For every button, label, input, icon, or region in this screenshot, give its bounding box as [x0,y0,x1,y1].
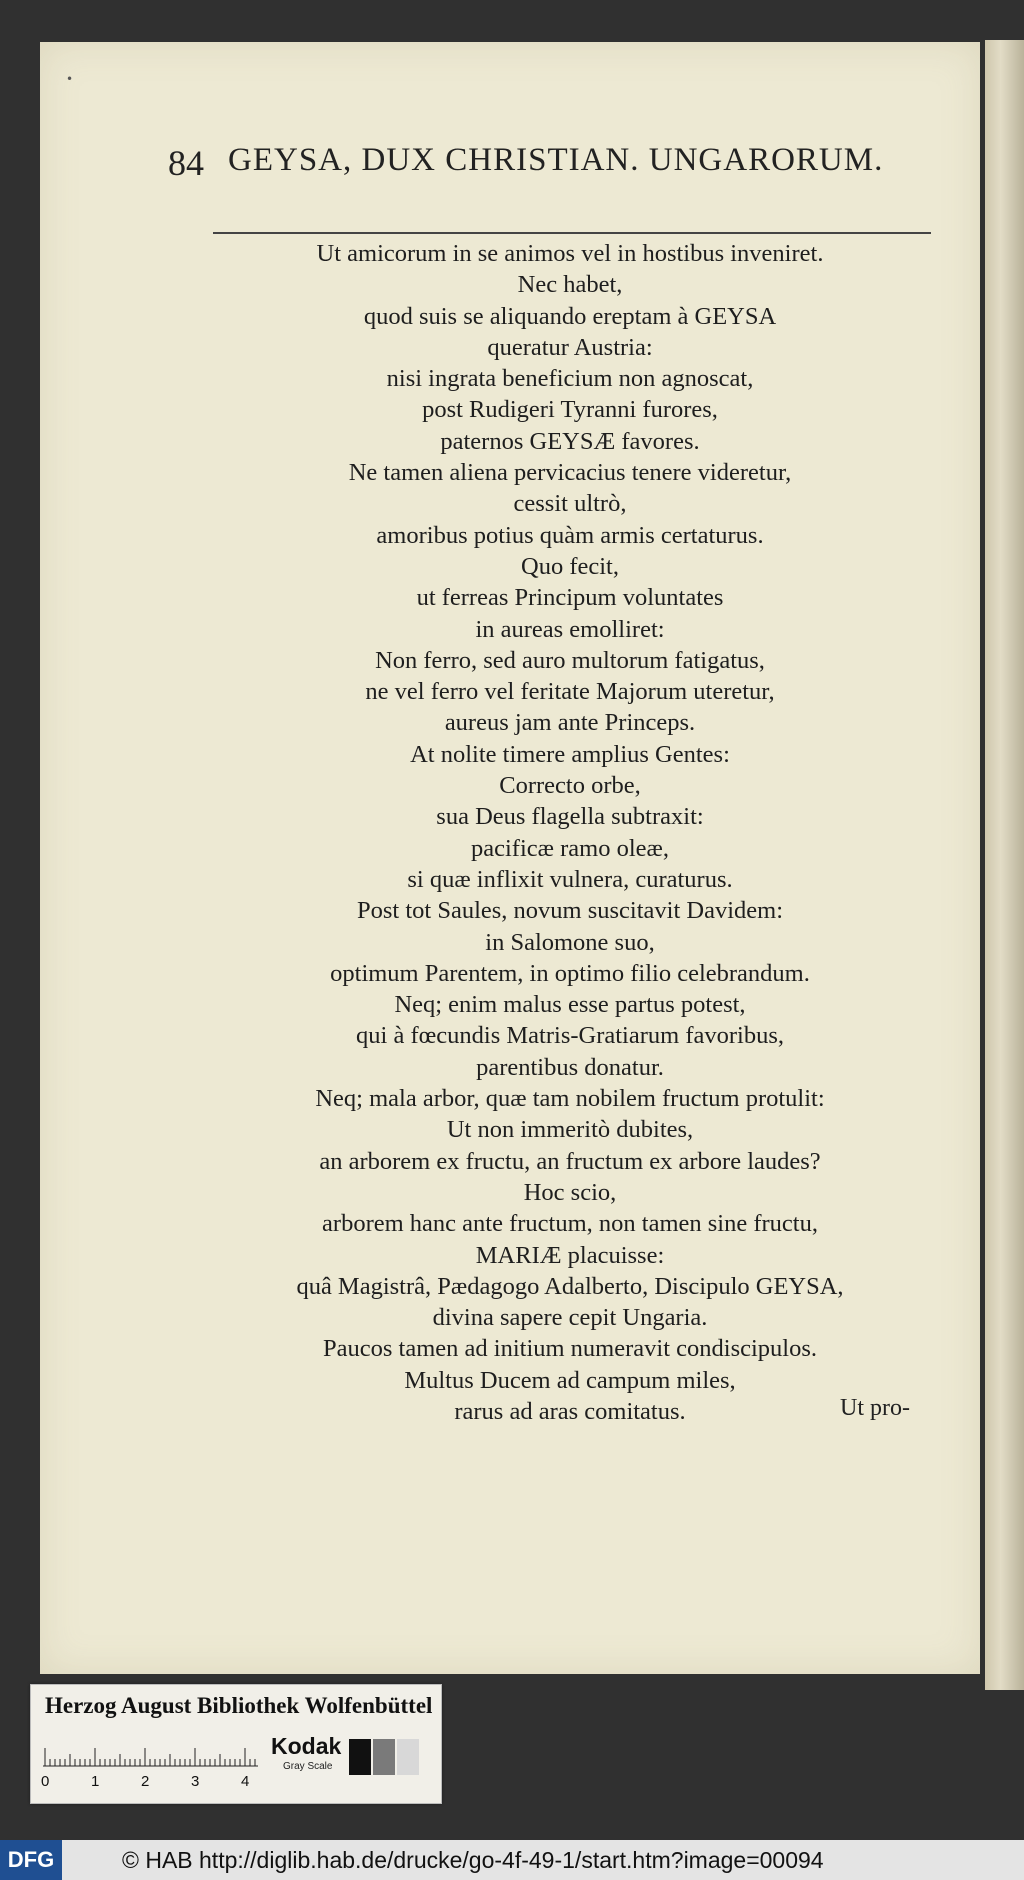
text-line: Ut amicorum in se animos vel in hostibus inveniret. [316,240,824,267]
running-title: GEYSA, DUX CHRISTIAN. UNGARORUM. [228,142,884,178]
ruler-number: 2 [141,1773,150,1790]
text-line: paternos GEYSÆ favores. [440,427,700,455]
gray-swatch [397,1739,419,1775]
ruler-number: 3 [191,1773,200,1790]
text-line: Quo fecit, [521,552,619,580]
text-line: Post tot Saules, novum suscitavit Davidem: [356,897,783,925]
text-line: amoribus potius quàm armis certaturus. [376,521,764,549]
centimeter-ruler [43,1739,263,1767]
text-line: MARIÆ placuisse: [475,1241,665,1269]
text-line: Paucos tamen ad initium numeravit condiscipulos. [323,1335,817,1363]
text-line: nisi ingrata beneficium non agnoscat, [386,365,754,393]
kodak-logo: Kodak [271,1733,342,1759]
text-line: Neq; enim malus esse partus potest, [394,991,746,1019]
page-number: 84 [168,143,204,183]
catchword: Ut pro- [840,1395,910,1421]
page-body-text [140,238,1000,1427]
text-line: Correcto orbe, [499,772,641,800]
text-line: qui à fœcundis Matris-Gratiarum favoribus, [356,1022,784,1050]
text-line: rarus ad aras comitatus. [454,1397,686,1425]
text-line: At nolite timere amplius Gentes: [410,740,730,768]
ruler-number: 1 [91,1773,100,1790]
text-line: an arborem ex fructu, an fructum ex arbore laudes? [319,1147,821,1175]
gray-swatch [349,1739,371,1775]
text-line: post Rudigeri Tyranni furores, [422,396,718,424]
page-speck: • [66,72,74,86]
text-line: optimum Parentem, in optimo filio celebrandum. [330,959,810,987]
text-line: Ne tamen aliena pervicacius tenere videretur, [348,459,792,487]
text-line: Non ferro, sed auro multorum fatigatus, [375,646,765,674]
text-line: arborem hanc ante fructum, non tamen sine fructu, [322,1210,818,1238]
text-line: Nec habet, [517,271,623,299]
footer-bar [0,1840,1024,1880]
text-line: Ut non immeritò dubites, [446,1116,694,1144]
text-line: Multus Ducem ad campum miles, [404,1366,736,1394]
text-line: in Salomone suo, [485,928,655,956]
text-line: sua Deus flagella subtraxit: [436,803,704,831]
text-line: Hoc scio, [523,1178,617,1206]
page-header [168,142,928,186]
institution-name: Herzog August Bibliothek Wolfenbüttel [45,1693,433,1718]
text-line: quod suis se aliquando ereptam à GEYSA [363,302,777,330]
text-line: parentibus donatur. [476,1053,664,1081]
header-rule [213,232,931,234]
gray-swatch [373,1739,395,1775]
text-line: si quæ inflixit vulnera, curaturus. [407,865,733,893]
ruler-number: 4 [241,1773,250,1790]
gray-scale-label: Gray Scale [283,1761,333,1772]
text-line: pacificæ ramo oleæ, [471,834,669,862]
ruler-number: 0 [41,1773,50,1790]
text-line: in aureas emolliret: [475,615,665,643]
copyright-link[interactable]: © HAB http://diglib.hab.de/drucke/go-4f-49-1/start.htm?image=00094 [122,1847,824,1873]
color-scale-card [30,1684,442,1804]
text-line: Neq; mala arbor, quæ tam nobilem fructum protulit: [315,1085,825,1113]
text-line: ne vel ferro vel feritate Majorum uteretur, [365,678,775,706]
text-line: ut ferreas Principum voluntates [416,584,724,612]
text-line: cessit ultrò, [513,490,627,518]
dfg-logo: DFG [0,1840,62,1880]
text-line: queratur Austria: [487,333,653,361]
text-line: quâ Magistrâ, Pædagogo Adalberto, Discipulo GEYSA, [296,1272,844,1300]
text-line: divina sapere cepit Ungaria. [432,1304,708,1332]
text-line: aureus jam ante Princeps. [444,709,696,737]
